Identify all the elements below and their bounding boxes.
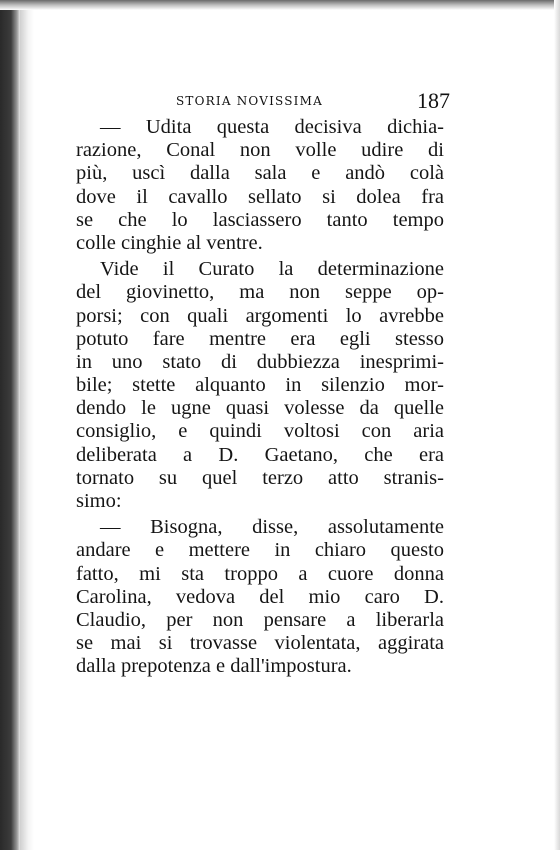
text-line: razione, Conal non volle udire di	[76, 139, 444, 162]
binding-edge	[20, 0, 34, 850]
text-line: dendo le ugne quasi volesse da quelle	[76, 397, 444, 420]
text-line: se che lo lasciassero tanto tempo	[76, 208, 444, 231]
text-line: — Udita questa decisiva dichia-	[100, 116, 444, 138]
text-line: potuto fare mentre era egli stesso	[76, 327, 444, 350]
text-line: Carolina, vedova del mio caro D.	[76, 585, 444, 608]
text-line: dalla prepotenza e dall'impostura.	[76, 655, 352, 678]
text-line: del giovinetto, ma non seppe op-	[76, 281, 444, 304]
text-line: andare e mettere in chiaro questo	[76, 539, 444, 562]
text-line: deliberata a D. Gaetano, che era	[76, 443, 444, 466]
text-line: — Bisogna, disse, assolutamente	[100, 516, 444, 539]
text-line: tornato su quel terzo atto stranis-	[76, 466, 444, 489]
running-head	[76, 88, 450, 112]
text-line: colle cinghie al ventre.	[76, 231, 263, 254]
paragraph-1	[76, 116, 444, 255]
text-line: in uno stato di dubbiezza inesprimi-	[76, 350, 444, 373]
text-line: Claudio, per non pensare a liberarla	[76, 608, 444, 631]
page-number: 187	[417, 88, 450, 113]
right-edge-shadow	[554, 0, 560, 850]
running-title: STORIA NOVISSIMA	[176, 94, 323, 108]
binding-shadow	[0, 0, 20, 850]
text-line: dove il cavallo sellato si dolea fra	[76, 185, 444, 208]
paragraph-2	[76, 258, 444, 513]
paragraph-3	[76, 516, 444, 678]
text-line: se mai si trovasse violentata, aggirata	[76, 632, 444, 655]
text-line: Vide il Curato la determinazione	[100, 258, 444, 281]
text-line: bile; stette alquanto in silenzio mor-	[76, 374, 444, 397]
text-line: consiglio, e quindi voltosi con aria	[76, 420, 444, 443]
text-line: fatto, mi sta troppo a cuore donna	[76, 562, 444, 585]
top-edge-shadow	[0, 0, 560, 10]
body-text	[76, 116, 444, 679]
text-line: più, uscì dalla sala e andò colà	[76, 162, 444, 185]
text-line: porsi; con quali argomenti lo avrebbe	[76, 304, 444, 327]
text-line: simo:	[76, 490, 122, 512]
